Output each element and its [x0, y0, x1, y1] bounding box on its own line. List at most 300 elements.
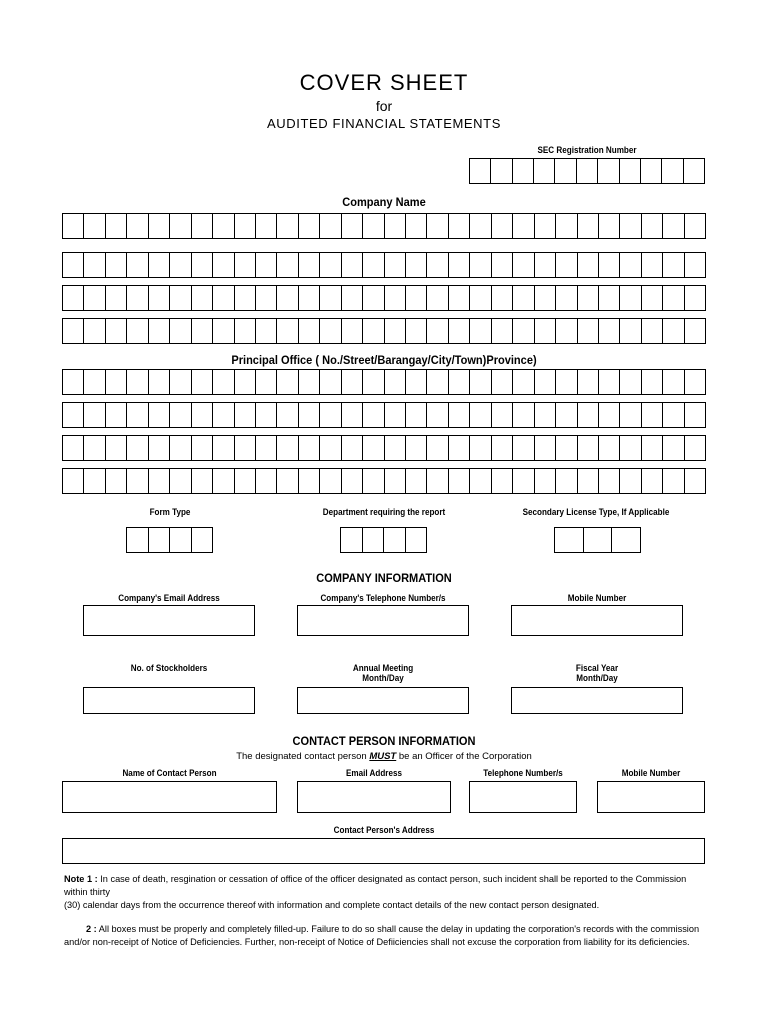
input-box[interactable]: [427, 403, 448, 427]
input-box[interactable]: [235, 253, 256, 277]
company-name-row-4[interactable]: [62, 318, 706, 344]
input-box[interactable]: [492, 436, 513, 460]
input-box[interactable]: [235, 319, 256, 343]
input-box[interactable]: [320, 469, 341, 493]
input-box[interactable]: [620, 286, 641, 310]
contact-note-post: be an Officer of the Corporation: [396, 751, 532, 762]
input-box[interactable]: [106, 214, 127, 238]
input-box[interactable]: [577, 159, 598, 183]
input-box[interactable]: [127, 403, 148, 427]
input-box[interactable]: [685, 403, 705, 427]
input-box[interactable]: [320, 253, 341, 277]
input-box[interactable]: [256, 469, 277, 493]
contact-name-field[interactable]: [62, 781, 277, 813]
input-box[interactable]: [599, 319, 620, 343]
input-box[interactable]: [685, 370, 705, 394]
input-box[interactable]: [385, 370, 406, 394]
input-box[interactable]: [612, 528, 640, 552]
input-box[interactable]: [342, 214, 363, 238]
company-email-field[interactable]: [83, 605, 255, 636]
input-box[interactable]: [213, 286, 234, 310]
department-field[interactable]: [340, 527, 427, 553]
input-box[interactable]: [149, 319, 170, 343]
input-box[interactable]: [341, 528, 363, 552]
input-box[interactable]: [342, 319, 363, 343]
input-box[interactable]: [620, 159, 641, 183]
input-box[interactable]: [106, 253, 127, 277]
input-box[interactable]: [277, 286, 298, 310]
contact-mobile-field[interactable]: [597, 781, 705, 813]
principal-office-row-1[interactable]: [62, 369, 706, 395]
input-box[interactable]: [277, 319, 298, 343]
input-box[interactable]: [513, 436, 534, 460]
input-box[interactable]: [256, 370, 277, 394]
input-box[interactable]: [578, 370, 599, 394]
input-box[interactable]: [84, 469, 105, 493]
input-box[interactable]: [427, 370, 448, 394]
input-box[interactable]: [427, 253, 448, 277]
input-box[interactable]: [106, 403, 127, 427]
sec-registration-field[interactable]: [469, 158, 705, 184]
input-box[interactable]: [492, 403, 513, 427]
input-box[interactable]: [491, 159, 512, 183]
input-box[interactable]: [84, 436, 105, 460]
input-box[interactable]: [342, 403, 363, 427]
input-box[interactable]: [663, 286, 684, 310]
input-box[interactable]: [685, 214, 705, 238]
fiscal-year-label: [520, 663, 675, 683]
input-box[interactable]: [449, 469, 470, 493]
input-box[interactable]: [620, 319, 641, 343]
input-box[interactable]: [599, 436, 620, 460]
input-box[interactable]: [363, 436, 384, 460]
input-box[interactable]: [642, 253, 663, 277]
input-box[interactable]: [578, 214, 599, 238]
input-box[interactable]: [555, 159, 576, 183]
input-box[interactable]: [299, 253, 320, 277]
input-box[interactable]: [642, 436, 663, 460]
input-box[interactable]: [685, 436, 705, 460]
input-box[interactable]: [235, 286, 256, 310]
input-box[interactable]: [470, 436, 491, 460]
note-1-line-2: (30) calendar days from the occurrence thereof with information and complete contact details of the new contact person designated.: [64, 900, 600, 910]
input-box[interactable]: [470, 469, 491, 493]
input-box[interactable]: [149, 253, 170, 277]
input-box[interactable]: [449, 370, 470, 394]
input-box[interactable]: [84, 319, 105, 343]
input-box[interactable]: [63, 253, 84, 277]
input-box[interactable]: [470, 159, 491, 183]
stockholders-field[interactable]: [83, 687, 255, 714]
input-box[interactable]: [363, 214, 384, 238]
input-box[interactable]: [556, 469, 577, 493]
input-box[interactable]: [106, 319, 127, 343]
input-box[interactable]: [620, 214, 641, 238]
input-box[interactable]: [406, 436, 427, 460]
input-box[interactable]: [685, 253, 705, 277]
input-box[interactable]: [320, 286, 341, 310]
input-box[interactable]: [427, 214, 448, 238]
input-box[interactable]: [342, 253, 363, 277]
input-box[interactable]: [578, 436, 599, 460]
input-box[interactable]: [235, 403, 256, 427]
input-box[interactable]: [170, 214, 191, 238]
input-box[interactable]: [663, 469, 684, 493]
input-box[interactable]: [642, 214, 663, 238]
input-box[interactable]: [256, 214, 277, 238]
input-box[interactable]: [256, 319, 277, 343]
input-box[interactable]: [406, 253, 427, 277]
input-box[interactable]: [578, 319, 599, 343]
input-box[interactable]: [149, 436, 170, 460]
company-name-row-2[interactable]: [62, 252, 706, 278]
input-box[interactable]: [106, 286, 127, 310]
input-box[interactable]: [127, 436, 148, 460]
annual-meeting-field[interactable]: [297, 687, 469, 714]
input-box[interactable]: [406, 286, 427, 310]
input-box[interactable]: [127, 286, 148, 310]
page-title: COVER SHEET: [299, 70, 469, 95]
input-box[interactable]: [470, 403, 491, 427]
input-box[interactable]: [535, 286, 556, 310]
company-mobile-label: Mobile Number: [567, 593, 627, 603]
principal-office-row-3[interactable]: [62, 435, 706, 461]
input-box[interactable]: [642, 370, 663, 394]
principal-office-row-2[interactable]: [62, 402, 706, 428]
input-box[interactable]: [641, 159, 662, 183]
input-box[interactable]: [513, 370, 534, 394]
input-box[interactable]: [192, 528, 213, 552]
input-box[interactable]: [578, 253, 599, 277]
input-box[interactable]: [663, 370, 684, 394]
input-box[interactable]: [620, 253, 641, 277]
contact-name-label: Name of Contact Person: [122, 768, 217, 778]
input-box[interactable]: [277, 436, 298, 460]
input-box[interactable]: [556, 319, 577, 343]
input-box[interactable]: [620, 469, 641, 493]
input-box[interactable]: [63, 214, 84, 238]
input-box[interactable]: [642, 469, 663, 493]
input-box[interactable]: [470, 370, 491, 394]
input-box[interactable]: [235, 370, 256, 394]
input-box[interactable]: [427, 319, 448, 343]
input-box[interactable]: [449, 319, 470, 343]
contact-phone-field[interactable]: [469, 781, 577, 813]
input-box[interactable]: [170, 403, 191, 427]
input-box[interactable]: [149, 469, 170, 493]
input-box[interactable]: [127, 370, 148, 394]
input-box[interactable]: [663, 403, 684, 427]
input-box[interactable]: [299, 403, 320, 427]
input-box[interactable]: [578, 469, 599, 493]
input-box[interactable]: [642, 403, 663, 427]
input-box[interactable]: [235, 469, 256, 493]
input-box[interactable]: [299, 286, 320, 310]
input-box[interactable]: [149, 370, 170, 394]
fiscal-year-label-line-2: Month/Day: [576, 673, 618, 683]
input-box[interactable]: [513, 159, 534, 183]
contact-address-field[interactable]: [62, 838, 705, 864]
input-box[interactable]: [299, 319, 320, 343]
input-box[interactable]: [342, 286, 363, 310]
contact-info-heading: CONTACT PERSON INFORMATION: [292, 734, 476, 748]
input-box[interactable]: [578, 403, 599, 427]
input-box[interactable]: [492, 253, 513, 277]
input-box[interactable]: [106, 469, 127, 493]
input-box[interactable]: [149, 528, 171, 552]
input-box[interactable]: [620, 370, 641, 394]
input-box[interactable]: [192, 253, 213, 277]
input-box[interactable]: [470, 253, 491, 277]
input-box[interactable]: [535, 436, 556, 460]
input-box[interactable]: [192, 403, 213, 427]
input-box[interactable]: [277, 469, 298, 493]
input-box[interactable]: [170, 528, 192, 552]
input-box[interactable]: [663, 253, 684, 277]
input-box[interactable]: [556, 286, 577, 310]
input-box[interactable]: [84, 403, 105, 427]
input-box[interactable]: [578, 286, 599, 310]
input-box[interactable]: [149, 403, 170, 427]
input-box[interactable]: [513, 469, 534, 493]
principal-office-row-4[interactable]: [62, 468, 706, 494]
input-box[interactable]: [492, 319, 513, 343]
input-box[interactable]: [663, 436, 684, 460]
note-1: [64, 873, 704, 912]
input-box[interactable]: [406, 370, 427, 394]
input-box[interactable]: [127, 528, 149, 552]
input-box[interactable]: [599, 253, 620, 277]
input-box[interactable]: [256, 253, 277, 277]
input-box[interactable]: [599, 403, 620, 427]
input-box[interactable]: [363, 528, 385, 552]
input-box[interactable]: [363, 253, 384, 277]
input-box[interactable]: [63, 436, 84, 460]
input-box[interactable]: [213, 403, 234, 427]
input-box[interactable]: [84, 253, 105, 277]
input-box[interactable]: [662, 159, 683, 183]
input-box[interactable]: [256, 403, 277, 427]
input-box[interactable]: [598, 159, 619, 183]
form-type-field[interactable]: [126, 527, 213, 553]
input-box[interactable]: [535, 469, 556, 493]
input-box[interactable]: [406, 469, 427, 493]
input-box[interactable]: [492, 370, 513, 394]
input-box[interactable]: [363, 319, 384, 343]
input-box[interactable]: [513, 253, 534, 277]
input-box[interactable]: [535, 214, 556, 238]
input-box[interactable]: [256, 436, 277, 460]
input-box[interactable]: [620, 403, 641, 427]
input-box[interactable]: [170, 469, 191, 493]
input-box[interactable]: [127, 253, 148, 277]
input-box[interactable]: [555, 528, 584, 552]
input-box[interactable]: [84, 214, 105, 238]
input-box[interactable]: [320, 436, 341, 460]
input-box[interactable]: [385, 319, 406, 343]
input-box[interactable]: [63, 469, 84, 493]
input-box[interactable]: [299, 469, 320, 493]
company-name-row-3[interactable]: [62, 285, 706, 311]
input-box[interactable]: [299, 436, 320, 460]
input-box[interactable]: [535, 253, 556, 277]
input-box[interactable]: [256, 286, 277, 310]
input-box[interactable]: [63, 403, 84, 427]
input-box[interactable]: [385, 403, 406, 427]
input-box[interactable]: [320, 319, 341, 343]
input-box[interactable]: [106, 370, 127, 394]
input-box[interactable]: [235, 214, 256, 238]
input-box[interactable]: [192, 469, 213, 493]
input-box[interactable]: [620, 436, 641, 460]
contact-email-field[interactable]: [297, 781, 451, 813]
input-box[interactable]: [449, 214, 470, 238]
input-box[interactable]: [535, 403, 556, 427]
input-box[interactable]: [299, 370, 320, 394]
secondary-license-label: Secondary License Type, If Applicable: [522, 507, 670, 517]
input-box[interactable]: [342, 469, 363, 493]
secondary-license-field[interactable]: [554, 527, 641, 553]
input-box[interactable]: [449, 436, 470, 460]
input-box[interactable]: [213, 214, 234, 238]
company-mobile-field[interactable]: [511, 605, 683, 636]
input-box[interactable]: [385, 469, 406, 493]
input-box[interactable]: [427, 286, 448, 310]
input-box[interactable]: [449, 403, 470, 427]
fiscal-year-field[interactable]: [511, 687, 683, 714]
fiscal-year-label-line-1: Fiscal Year: [575, 663, 619, 673]
input-box[interactable]: [449, 286, 470, 310]
input-box[interactable]: [363, 403, 384, 427]
input-box[interactable]: [535, 319, 556, 343]
input-box[interactable]: [170, 436, 191, 460]
input-box[interactable]: [556, 436, 577, 460]
input-box[interactable]: [170, 370, 191, 394]
input-box[interactable]: [470, 214, 491, 238]
input-box[interactable]: [492, 214, 513, 238]
input-box[interactable]: [63, 319, 84, 343]
input-box[interactable]: [277, 403, 298, 427]
input-box[interactable]: [213, 469, 234, 493]
input-box[interactable]: [213, 319, 234, 343]
input-box[interactable]: [363, 286, 384, 310]
input-box[interactable]: [192, 436, 213, 460]
input-box[interactable]: [663, 319, 684, 343]
input-box[interactable]: [192, 286, 213, 310]
input-box[interactable]: [277, 370, 298, 394]
input-box[interactable]: [149, 214, 170, 238]
input-box[interactable]: [170, 286, 191, 310]
input-box[interactable]: [406, 403, 427, 427]
input-box[interactable]: [106, 436, 127, 460]
note-2: [64, 923, 704, 949]
input-box[interactable]: [492, 286, 513, 310]
input-box[interactable]: [584, 528, 613, 552]
input-box[interactable]: [277, 214, 298, 238]
input-box[interactable]: [320, 403, 341, 427]
input-box[interactable]: [385, 253, 406, 277]
input-box[interactable]: [556, 403, 577, 427]
input-box[interactable]: [213, 370, 234, 394]
input-box[interactable]: [556, 214, 577, 238]
input-box[interactable]: [342, 370, 363, 394]
input-box[interactable]: [427, 469, 448, 493]
input-box[interactable]: [192, 319, 213, 343]
input-box[interactable]: [513, 319, 534, 343]
note-1-line-1: In case of death, resgination or cessation of office of the officer designated as contact person, such incident shall be reported to the Commission within thirty: [64, 874, 687, 897]
input-box[interactable]: [127, 469, 148, 493]
input-box[interactable]: [63, 370, 84, 394]
annual-meeting-label-line-1: Annual Meeting: [352, 663, 414, 673]
input-box[interactable]: [384, 528, 406, 552]
input-box[interactable]: [449, 253, 470, 277]
input-box[interactable]: [385, 436, 406, 460]
input-box[interactable]: [513, 403, 534, 427]
input-box[interactable]: [63, 286, 84, 310]
input-box[interactable]: [685, 319, 705, 343]
input-box[interactable]: [492, 469, 513, 493]
company-phone-label: Company's Telephone Number/s: [320, 593, 446, 603]
input-box[interactable]: [470, 319, 491, 343]
input-box[interactable]: [342, 436, 363, 460]
input-box[interactable]: [685, 286, 705, 310]
input-box[interactable]: [385, 214, 406, 238]
input-box[interactable]: [127, 319, 148, 343]
input-box[interactable]: [277, 253, 298, 277]
input-box[interactable]: [513, 286, 534, 310]
input-box[interactable]: [170, 253, 191, 277]
input-box[interactable]: [534, 159, 555, 183]
input-box[interactable]: [556, 253, 577, 277]
input-box[interactable]: [406, 319, 427, 343]
input-box[interactable]: [642, 286, 663, 310]
input-box[interactable]: [213, 253, 234, 277]
input-box[interactable]: [170, 319, 191, 343]
input-box[interactable]: [535, 370, 556, 394]
input-box[interactable]: [470, 286, 491, 310]
input-box[interactable]: [406, 214, 427, 238]
input-box[interactable]: [513, 214, 534, 238]
input-box[interactable]: [599, 469, 620, 493]
input-box[interactable]: [363, 370, 384, 394]
company-phone-field[interactable]: [297, 605, 469, 636]
input-box[interactable]: [127, 214, 148, 238]
input-box[interactable]: [427, 436, 448, 460]
input-box[interactable]: [642, 319, 663, 343]
input-box[interactable]: [320, 214, 341, 238]
input-box[interactable]: [320, 370, 341, 394]
company-name-row-1[interactable]: [62, 213, 706, 239]
input-box[interactable]: [599, 370, 620, 394]
input-box[interactable]: [385, 286, 406, 310]
input-box[interactable]: [213, 436, 234, 460]
input-box[interactable]: [556, 370, 577, 394]
input-box[interactable]: [363, 469, 384, 493]
input-box[interactable]: [663, 214, 684, 238]
input-box[interactable]: [84, 286, 105, 310]
input-box[interactable]: [192, 370, 213, 394]
input-box[interactable]: [684, 159, 704, 183]
input-box[interactable]: [192, 214, 213, 238]
input-box[interactable]: [599, 286, 620, 310]
input-box[interactable]: [685, 469, 705, 493]
input-box[interactable]: [149, 286, 170, 310]
input-box[interactable]: [406, 528, 427, 552]
input-box[interactable]: [599, 214, 620, 238]
input-box[interactable]: [299, 214, 320, 238]
input-box[interactable]: [84, 370, 105, 394]
input-box[interactable]: [235, 436, 256, 460]
